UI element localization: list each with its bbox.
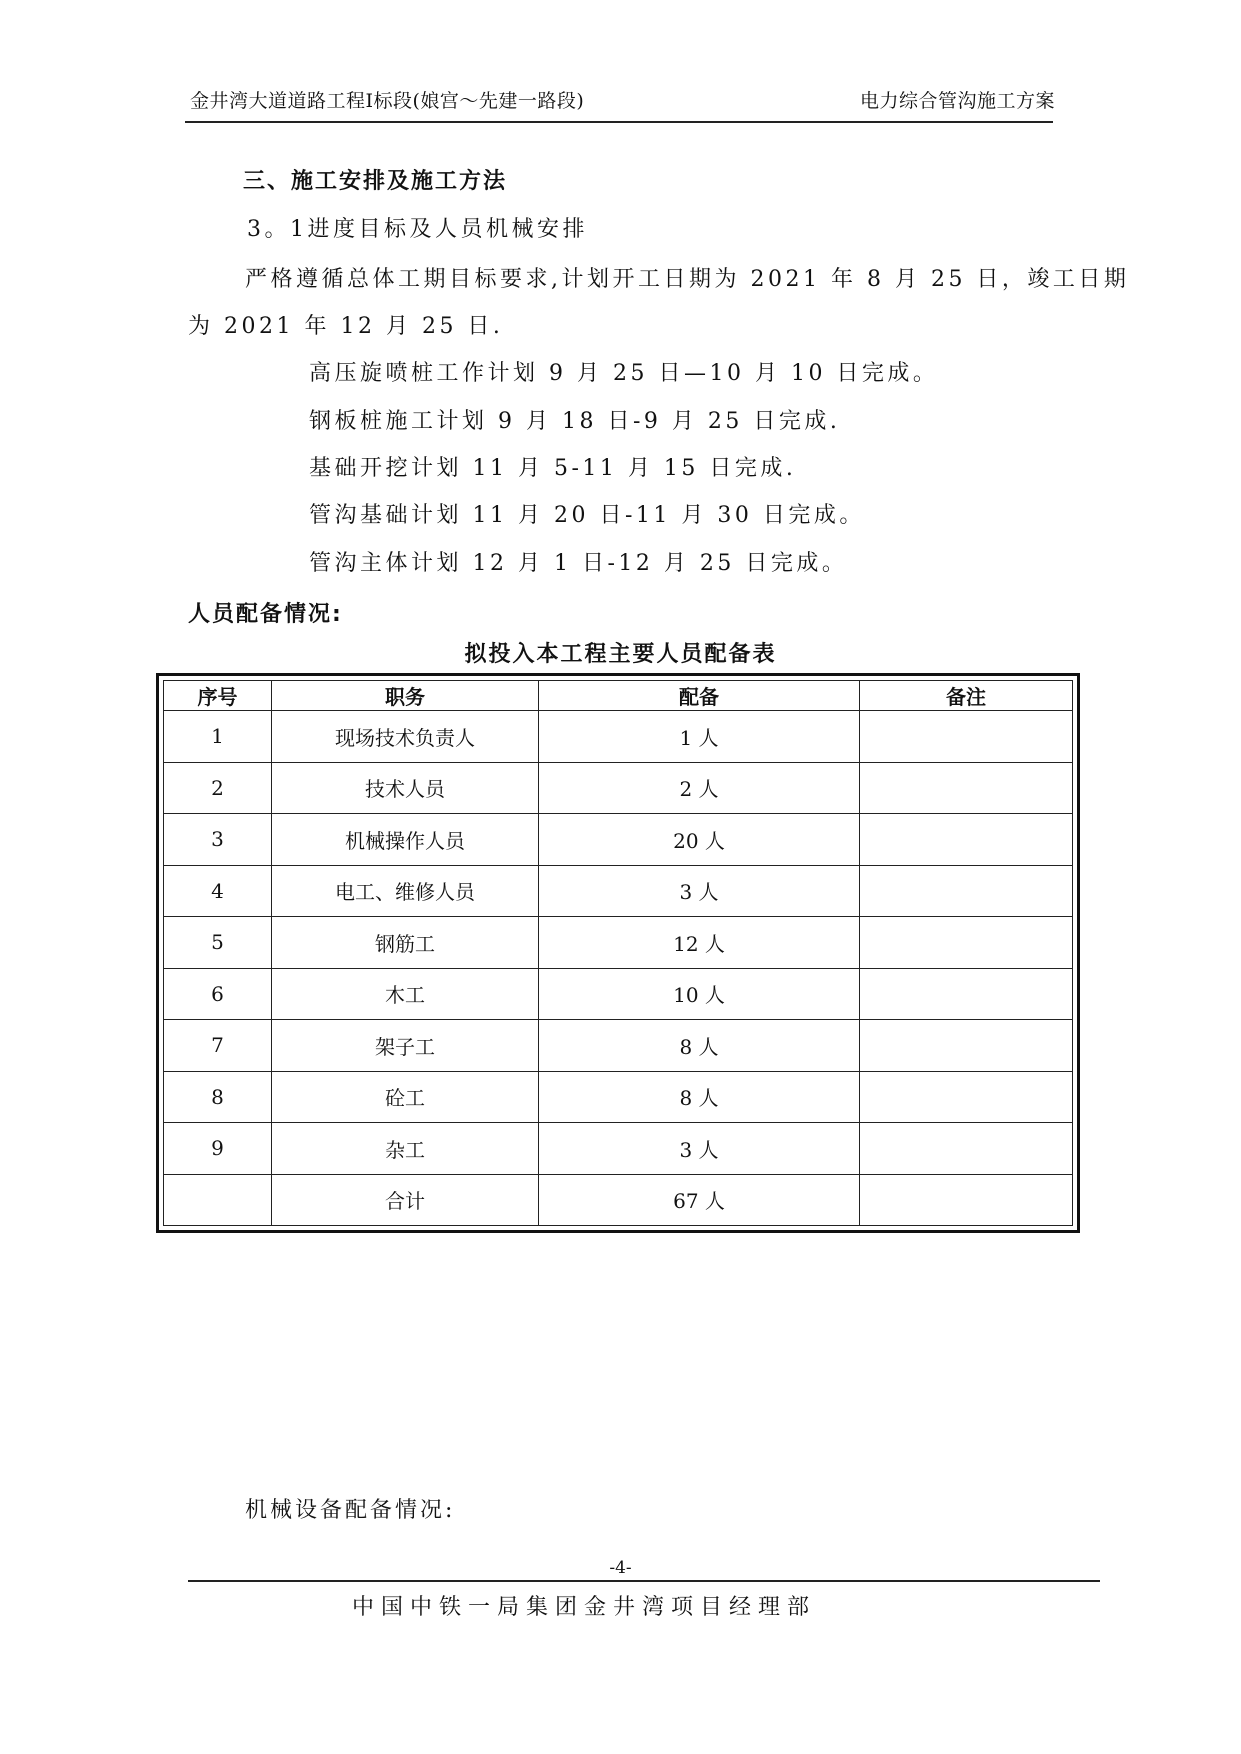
header-right: 电力综合管沟施工方案 xyxy=(859,90,1055,112)
table-cell xyxy=(164,1174,272,1226)
table-cell: 8 人 xyxy=(539,1020,860,1072)
header-cell: 备注 xyxy=(860,681,1073,711)
table-cell: 9 xyxy=(164,1123,272,1175)
footer-rule xyxy=(188,1580,1100,1582)
staff-label: 人员配备情况: xyxy=(188,602,343,627)
footer-text: 中国中铁一局集团金井湾项目经理部 xyxy=(352,1595,817,1620)
table-row xyxy=(164,1123,1073,1175)
header-cell: 职务 xyxy=(272,681,539,711)
table-cell: 2 xyxy=(164,762,272,814)
table-cell xyxy=(860,711,1073,763)
section-title: 三、施工安排及施工方法 xyxy=(243,169,508,194)
table-cell: 电工、维修人员 xyxy=(272,865,539,917)
table-cell: 4 xyxy=(164,865,272,917)
header-cell: 配备 xyxy=(539,681,860,711)
table-cell xyxy=(860,865,1073,917)
table-cell: 2 人 xyxy=(539,762,860,814)
table-cell: 1 xyxy=(164,711,272,763)
table-cell: 10 人 xyxy=(539,968,860,1020)
table-total-row xyxy=(164,1174,1073,1226)
table-cell: 6 xyxy=(164,968,272,1020)
table-cell: 杂工 xyxy=(272,1123,539,1175)
table-cell: 8 人 xyxy=(539,1071,860,1123)
subsection-title: 3。1进度目标及人员机械安排 xyxy=(247,217,588,242)
staff-table-frame xyxy=(156,673,1080,1233)
intro-line-1: 严格遵循总体工期目标要求,计划开工日期为 2021 年 8 月 25 日，竣工日期 xyxy=(245,267,1130,292)
plan-item: 钢板桩施工计划 9 月 18 日-9 月 25 日完成. xyxy=(309,409,841,434)
table-cell xyxy=(860,1020,1073,1072)
table-cell: 技术人员 xyxy=(272,762,539,814)
table-row xyxy=(164,1071,1073,1123)
header-rule xyxy=(185,121,1053,123)
header-cell: 序号 xyxy=(164,681,272,711)
table-row xyxy=(164,917,1073,969)
table-row xyxy=(164,865,1073,917)
table-title: 拟投入本工程主要人员配备表 xyxy=(464,642,777,667)
table-cell xyxy=(860,814,1073,866)
table-cell: 5 xyxy=(164,917,272,969)
plan-item: 管沟基础计划 11 月 20 日-11 月 30 日完成。 xyxy=(309,503,865,528)
table-cell: 合计 xyxy=(272,1174,539,1226)
table-cell xyxy=(860,968,1073,1020)
table-cell: 钢筋工 xyxy=(272,917,539,969)
table-row xyxy=(164,762,1073,814)
table-cell xyxy=(860,917,1073,969)
plan-item: 高压旋喷桩工作计划 9 月 25 日—10 月 10 日完成。 xyxy=(309,361,939,386)
table-cell: 3 xyxy=(164,814,272,866)
table-cell: 机械操作人员 xyxy=(272,814,539,866)
table-row xyxy=(164,814,1073,866)
staff-table xyxy=(163,680,1073,1226)
table-header-row xyxy=(164,681,1073,711)
intro-line-2: 为 2021 年 12 月 25 日. xyxy=(188,314,504,339)
table-cell xyxy=(860,1123,1073,1175)
table-cell xyxy=(860,762,1073,814)
table-row xyxy=(164,711,1073,763)
table-cell: 12 人 xyxy=(539,917,860,969)
table-cell: 1 人 xyxy=(539,711,860,763)
table-cell: 砼工 xyxy=(272,1071,539,1123)
table-cell xyxy=(860,1174,1073,1226)
table-cell: 8 xyxy=(164,1071,272,1123)
header-left: 金井湾大道道路工程Ⅰ标段(娘宫～先建一路段) xyxy=(190,90,585,112)
table-cell: 现场技术负责人 xyxy=(272,711,539,763)
table-cell: 木工 xyxy=(272,968,539,1020)
table-cell xyxy=(860,1071,1073,1123)
table-cell: 3 人 xyxy=(539,865,860,917)
table-row xyxy=(164,968,1073,1020)
plan-item: 基础开挖计划 11 月 5-11 月 15 日完成. xyxy=(309,456,797,481)
table-cell: 3 人 xyxy=(539,1123,860,1175)
machinery-label: 机械设备配备情况: xyxy=(245,1498,456,1523)
page-number: -4- xyxy=(609,1558,632,1578)
table-cell: 67 人 xyxy=(539,1174,860,1226)
table-cell: 架子工 xyxy=(272,1020,539,1072)
table-cell: 7 xyxy=(164,1020,272,1072)
table-row xyxy=(164,1020,1073,1072)
plan-item: 管沟主体计划 12 月 1 日-12 月 25 日完成。 xyxy=(309,551,848,576)
table-cell: 20 人 xyxy=(539,814,860,866)
